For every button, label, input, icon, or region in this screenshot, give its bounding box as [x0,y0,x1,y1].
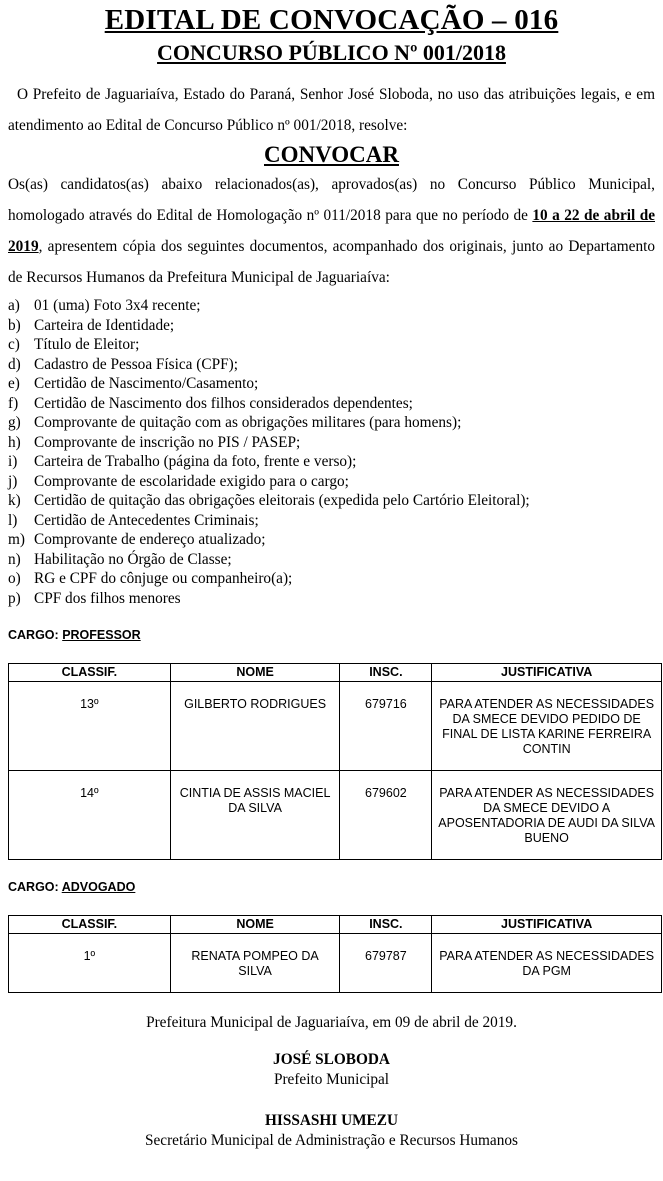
cargo-heading-advogado [8,880,655,894]
advogado-table [8,915,662,993]
cell-nome: GILBERTO RODRIGUES [170,682,340,771]
signatory-role: Secretário Municipal de Administração e Recursos Humanos [145,1132,518,1149]
cell-justificativa: PARA ATENDER AS NECESSIDADES DA SMECE DEVIDO A APOSENTADORIA DE AUDI DA SILVA BUENO [432,771,662,860]
column-header-justificativa: JUSTIFICATIVA [432,664,662,682]
cell-insc: 679787 [340,934,432,993]
list-item [8,550,655,570]
cell-classif: 14º [9,771,171,860]
item-text: Comprovante de quitação com as obrigações militares (para homens); [34,414,462,431]
column-header-justificativa: JUSTIFICATIVA [432,916,662,934]
table-row [9,771,662,860]
column-header-nome: NOME [170,916,340,934]
item-text: Habilitação no Órgão de Classe; [34,550,232,568]
item-text: 01 (uma) Foto 3x4 recente; [34,297,201,314]
table-row [9,934,662,993]
item-letter: f) [8,394,19,412]
professor-table [8,663,662,860]
cell-insc: 679716 [340,682,432,771]
item-text: RG e CPF do cônjuge ou companheiro(a); [34,570,293,587]
list-item [8,511,655,531]
item-letter: b) [8,316,21,334]
item-text: Comprovante de inscrição no PIS / PASEP; [34,433,301,451]
item-text: Comprovante de escolaridade exigido para o cargo; [34,472,349,490]
item-text: Certidão de Antecedentes Criminais; [34,511,259,529]
signatory-role: Prefeito Municipal [273,1071,390,1088]
item-letter: g) [8,414,21,431]
list-item [8,413,655,433]
cell-nome: CINTIA DE ASSIS MACIEL DA SILVA [170,771,340,860]
item-letter: k) [8,492,21,509]
document-list [8,296,655,608]
item-letter: o) [8,570,21,587]
item-text: Cadastro de Pessoa Física (CPF); [34,355,238,373]
list-item [8,433,655,453]
item-text: Certidão de Nascimento/Casamento; [34,375,259,392]
signatory-name: HISSASHI UMEZU [264,1112,399,1129]
item-letter: i) [8,453,18,470]
cell-insc: 679602 [340,771,432,860]
item-text: Comprovante de endereço atualizado; [34,531,266,548]
item-letter: m) [8,531,25,548]
cell-justificativa: PARA ATENDER AS NECESSIDADES DA SMECE DEVIDO PEDIDO DE FINAL DE LISTA KARINE FERREIRA CONTIN [432,682,662,771]
cargo-label: CARGO: [8,628,59,642]
cell-classif: 13º [9,682,171,771]
list-item [8,316,655,336]
item-text: Carteira de Identidade; [34,316,175,334]
list-item [8,452,655,472]
column-header-insc: INSC. [340,664,432,682]
column-header-insc: INSC. [340,916,432,934]
cargo-heading-professor [8,628,655,642]
item-letter: l) [8,511,18,529]
column-header-classif: CLASSIF. [9,916,171,934]
item-letter: e) [8,375,20,392]
table-header-row [9,916,662,934]
concurso-subtitle: CONCURSO PÚBLICO Nº 001/2018 [157,40,506,65]
list-item [8,355,655,375]
item-text: Certidão de Nascimento dos filhos considerados dependentes; [34,394,413,412]
list-item [8,589,655,609]
cargo-name: PROFESSOR [62,628,141,642]
signatory-name: JOSÉ SLOBODA [273,1051,390,1068]
list-item [8,335,655,355]
list-item [8,569,655,589]
cargo-label: CARGO: [8,880,59,894]
item-letter: p) [8,589,21,607]
item-letter: h) [8,433,21,451]
date-line: Prefeitura Municipal de Jaguariaíva, em 09 de abril de 2019. [146,1014,517,1031]
body-text-after: , apresentem cópia dos seguintes documentos, acompanhado dos originais, junto ao Departamento de Recursos Humanos da Prefeitura Municipal de Jaguariaíva: [8,238,655,286]
item-text: CPF dos filhos menores [34,589,181,607]
body-text-before: Os(as) candidatos(as) abaixo relacionados(as), aprovados(as) no Concurso Público Municipal, homologado através do Edital de Homologação nº 011/2018 para que no período de [8,176,655,224]
item-text: Carteira de Trabalho (página da foto, frente e verso); [34,453,357,470]
column-header-classif: CLASSIF. [9,664,171,682]
item-letter: n) [8,550,21,568]
body-paragraph [8,169,655,293]
list-item [8,530,655,550]
item-letter: d) [8,355,21,373]
edital-title: EDITAL DE CONVOCAÇÃO – 016 [104,4,559,36]
list-item [8,374,655,394]
intro-paragraph: O Prefeito de Jaguariaíva, Estado do Paraná, Senhor José Sloboda, no uso das atribuições legais, e em atendimento ao Edital de Concurso Público nº 001/2018, resolve: [8,86,655,134]
item-letter: j) [8,472,18,490]
convocar-heading: CONVOCAR [264,142,399,167]
table-row [9,682,662,771]
list-item [8,394,655,414]
item-letter: a) [8,297,20,314]
item-letter: c) [8,336,20,353]
column-header-nome: NOME [170,664,340,682]
cell-classif: 1º [9,934,171,993]
item-text: Título de Eleitor; [34,336,140,353]
document-page [0,4,663,1181]
list-item [8,491,655,511]
cell-nome: RENATA POMPEO DA SILVA [170,934,340,993]
period-highlight: 10 a 22 de abril de 2019 [8,207,655,255]
list-item [8,472,655,492]
cell-justificativa: PARA ATENDER AS NECESSIDADES DA PGM [432,934,662,993]
item-text: Certidão de quitação das obrigações eleitorais (expedida pelo Cartório Eleitoral); [34,492,530,509]
list-item [8,296,655,316]
table-header-row [9,664,662,682]
cargo-name: ADVOGADO [61,880,136,894]
